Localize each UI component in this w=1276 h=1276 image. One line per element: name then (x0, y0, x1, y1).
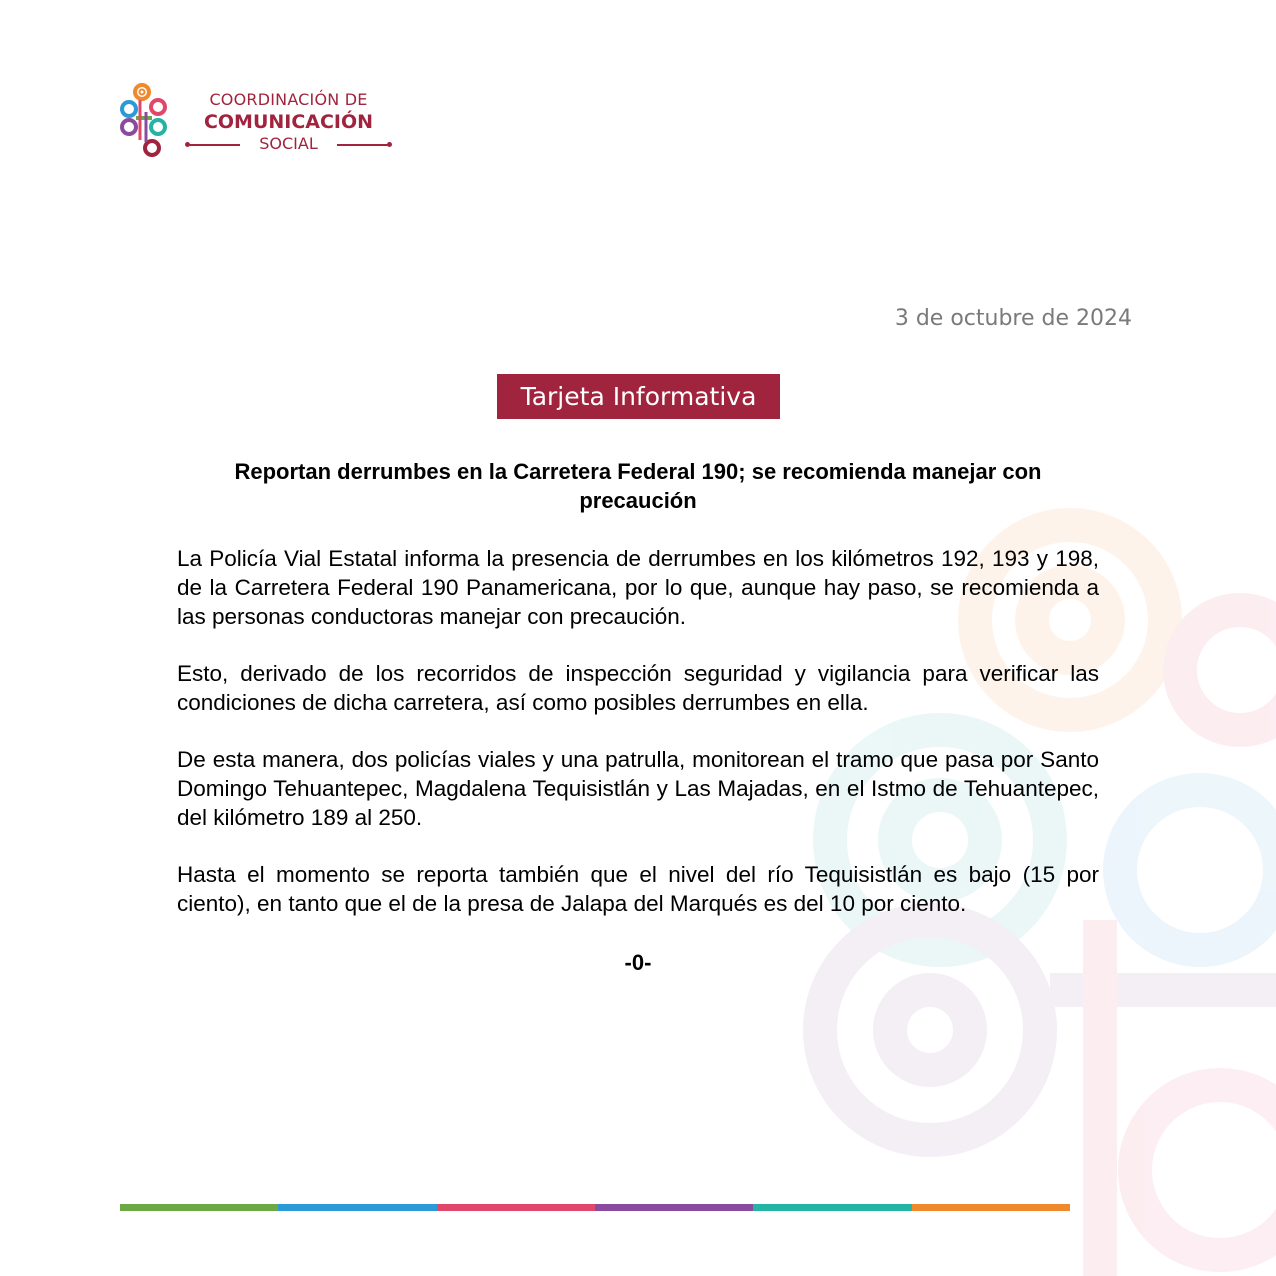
logo-wordmark (186, 90, 391, 154)
color-bar-segment (437, 1204, 595, 1211)
document-type-badge: Tarjeta Informativa (497, 374, 780, 419)
logo-line-2: COMUNICACIÓN (203, 111, 374, 133)
headline: Reportan derrumbes en la Carretera Federal 190; se recomienda manejar con precaución (234, 459, 1042, 513)
color-bar-segment (595, 1204, 753, 1211)
paragraph: De esta manera, dos policías viales y una patrulla, monitorean el tramo que pasa por Santo Domingo Tehuantepec, Magdalena Tequisistlán y Las Majadas, en el Istmo de Tehuantepec, del kilómetro 189 al 250. (177, 747, 1099, 830)
color-bar-segment (912, 1204, 1070, 1211)
logo-line-3 (186, 134, 391, 154)
paragraph: Esto, derivado de los recorridos de inspección seguridad y vigilancia para verificar las condiciones de dicha carretera, así como posibles derrumbes en ella. (177, 661, 1099, 715)
logo-rule-left (188, 144, 240, 146)
logo-line-1: COORDINACIÓN DE (209, 90, 368, 109)
document-date: 3 de octubre de 2024 (894, 306, 1132, 331)
color-bar-segment (753, 1204, 911, 1211)
paragraph: La Policía Vial Estatal informa la presencia de derrumbes en los kilómetros 192, 193 y 198, de la Carretera Federal 190 Panamericana, por lo que, aunque hay paso, se recomienda a las personas conductoras manejar con precaución. (177, 546, 1099, 629)
logo-rule-right (337, 144, 389, 146)
logo-mark-icon (118, 82, 178, 162)
paragraph: Hasta el momento se reporta también que el nivel del río Tequisistlán es bajo (15 por ciento), en tanto que el de la presa de Jalapa del Marqués es del 10 por ciento. (177, 862, 1099, 916)
end-mark: -0- (624, 950, 652, 975)
color-bar-segment (278, 1204, 436, 1211)
organization-logo (118, 82, 398, 164)
logo-line-3-text: SOCIAL (259, 134, 318, 153)
color-bar-segment (120, 1204, 278, 1211)
body-text (177, 544, 1099, 946)
footer-color-bar (120, 1204, 1070, 1211)
